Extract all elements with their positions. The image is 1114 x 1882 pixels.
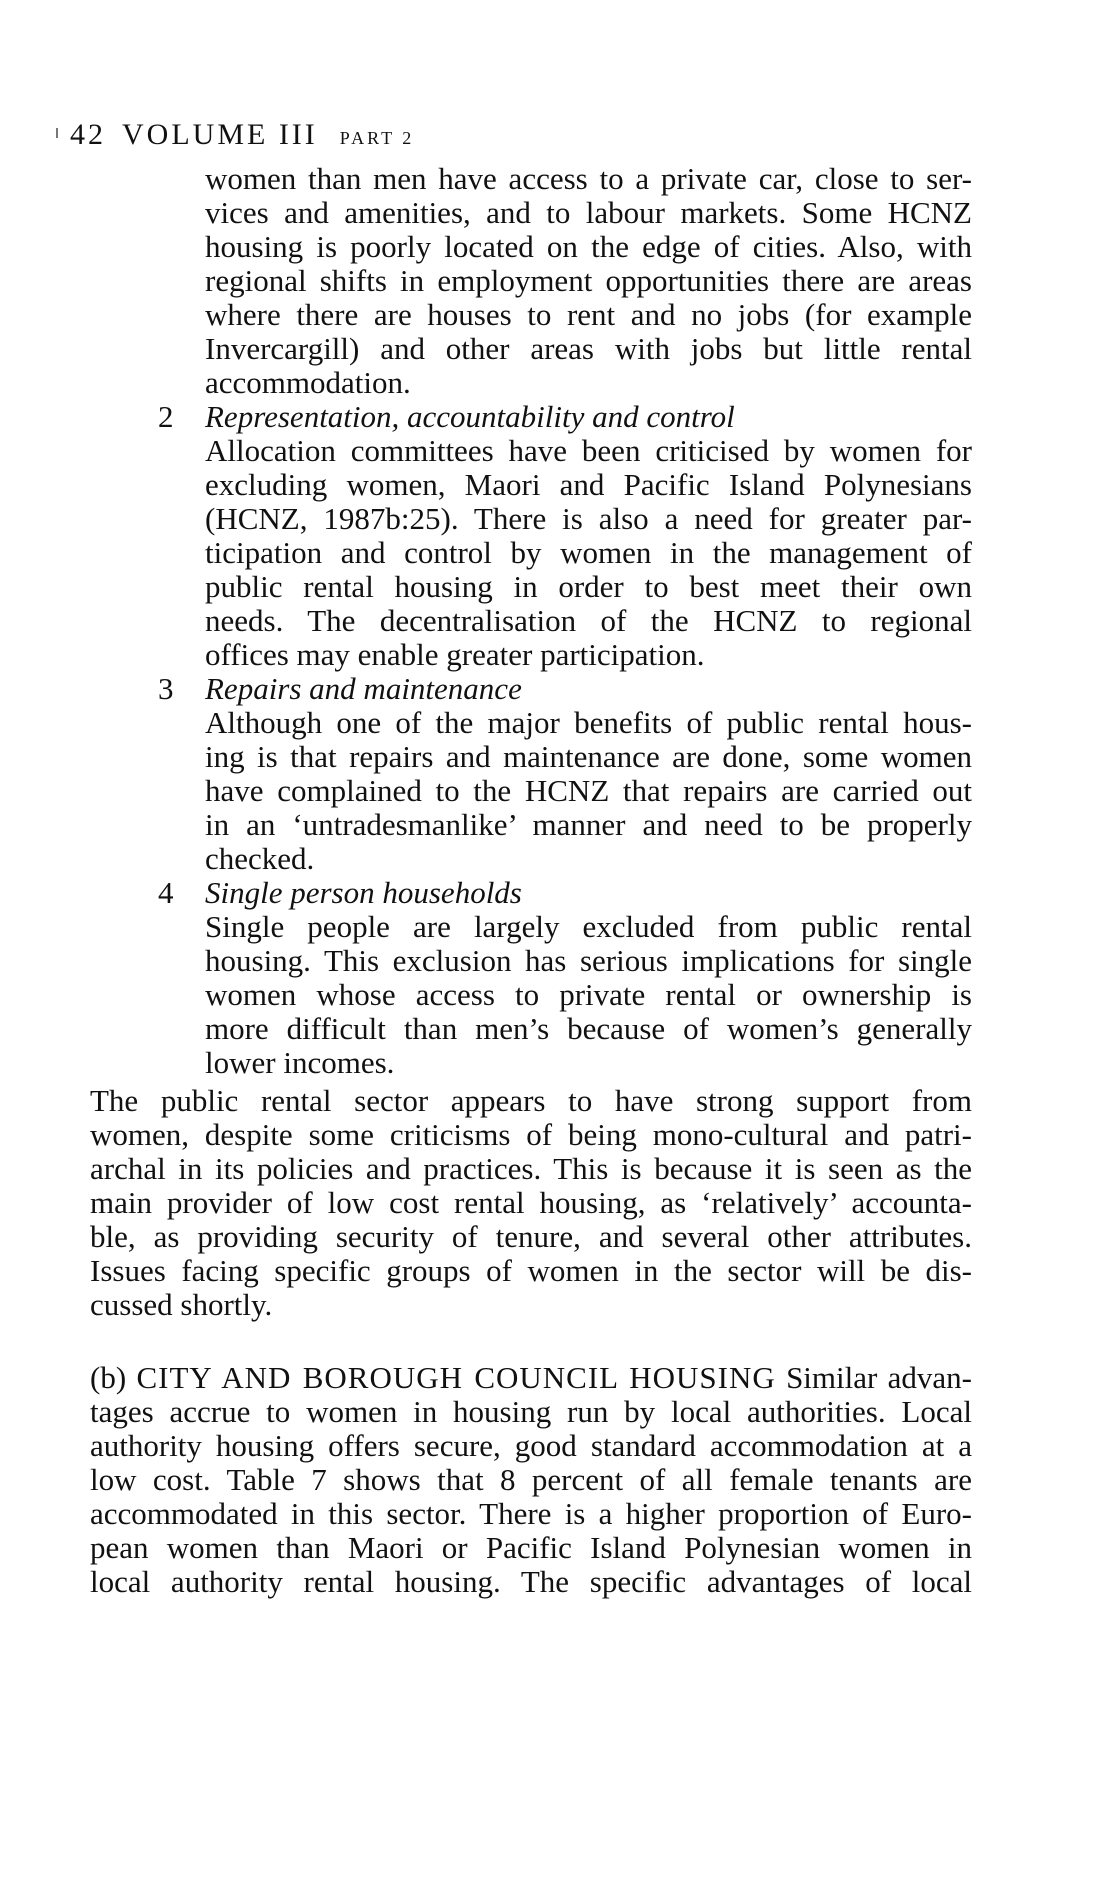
text-line: accommodation.: [205, 365, 411, 400]
text-line: Invercargill) and other areas with jobs but little rental: [205, 331, 972, 366]
section-first-line-text: Similar advan-: [786, 1360, 972, 1395]
text-line: needs. The decentralisation of the HCNZ to regional: [205, 603, 972, 638]
text-line: local authority rental housing. The specific advantages of local: [90, 1564, 972, 1599]
part-label: PART 2: [339, 128, 415, 148]
item-heading: Single person households: [205, 875, 522, 910]
text-line: Although one of the major benefits of public rental hous-: [205, 705, 972, 740]
text-line: Issues facing specific groups of women in the sector will be dis-: [90, 1253, 972, 1288]
text-line: pean women than Maori or Pacific Island Polynesian women in: [90, 1530, 972, 1565]
text-line: tages accrue to women in housing run by local authorities. Local: [90, 1394, 972, 1429]
text-line: housing is poorly located on the edge of cities. Also, with: [205, 229, 972, 264]
section-b-first-line: [90, 1360, 972, 1396]
text-line: (HCNZ, 1987b:25). There is also a need for greater par-: [205, 501, 972, 536]
section-heading: CITY AND BOROUGH COUNCIL HOUSING: [136, 1360, 776, 1395]
text-line: low cost. Table 7 shows that 8 percent of all female tenants are: [90, 1462, 972, 1497]
item-number: 2: [158, 399, 174, 434]
item-number: 3: [158, 671, 174, 706]
text-line: authority housing offers secure, good standard accommodation at a: [90, 1428, 972, 1463]
text-line: archal in its policies and practices. This is because it is seen as the: [90, 1151, 972, 1186]
text-line: excluding women, Maori and Pacific Island Polynesians: [205, 467, 972, 502]
text-line: more difficult than men’s because of women’s generally: [205, 1011, 972, 1046]
page-number: 42: [70, 118, 106, 151]
text-line: ing is that repairs and maintenance are done, some women: [205, 739, 972, 774]
text-line: where there are houses to rent and no jobs (for example: [205, 297, 972, 332]
text-line: The public rental sector appears to have strong support from: [90, 1083, 972, 1118]
text-line: ble, as providing security of tenure, and several other attributes.: [90, 1219, 972, 1254]
item-number: 4: [158, 875, 174, 910]
text-line: lower incomes.: [205, 1045, 395, 1080]
text-line: main provider of low cost rental housing, as ‘relatively’ accounta-: [90, 1185, 972, 1220]
text-line: offices may enable greater participation.: [205, 637, 705, 672]
text-line: cussed shortly.: [90, 1287, 273, 1322]
volume-label: VOLUME III: [122, 118, 318, 151]
text-line: women whose access to private rental or ownership is: [205, 977, 972, 1012]
text-line: in an ‘untradesmanlike’ manner and need to be properly: [205, 807, 972, 842]
text-line: regional shifts in employment opportunities there are areas: [205, 263, 972, 298]
item-heading: Representation, accountability and control: [205, 399, 735, 434]
text-line: housing. This exclusion has serious implications for single: [205, 943, 972, 978]
text-line: vices and amenities, and to labour markets. Some HCNZ: [205, 195, 972, 230]
item-heading: Repairs and maintenance: [205, 671, 522, 706]
text-line: women than men have access to a private car, close to ser-: [205, 161, 972, 196]
text-line: public rental housing in order to best meet their own: [205, 569, 972, 604]
text-line: women, despite some criticisms of being mono-cultural and patri-: [90, 1117, 972, 1152]
text-line: ticipation and control by women in the management of: [205, 535, 972, 570]
section-label: (b): [90, 1360, 127, 1395]
text-line: Allocation committees have been criticised by women for: [205, 433, 972, 468]
running-header: [70, 118, 414, 152]
text-line: accommodated in this sector. There is a higher proportion of Euro-: [90, 1496, 972, 1531]
text-line: Single people are largely excluded from public rental: [205, 909, 972, 944]
margin-mark: [56, 128, 58, 138]
text-line: have complained to the HCNZ that repairs are carried out: [205, 773, 972, 808]
text-line: checked.: [205, 841, 315, 876]
